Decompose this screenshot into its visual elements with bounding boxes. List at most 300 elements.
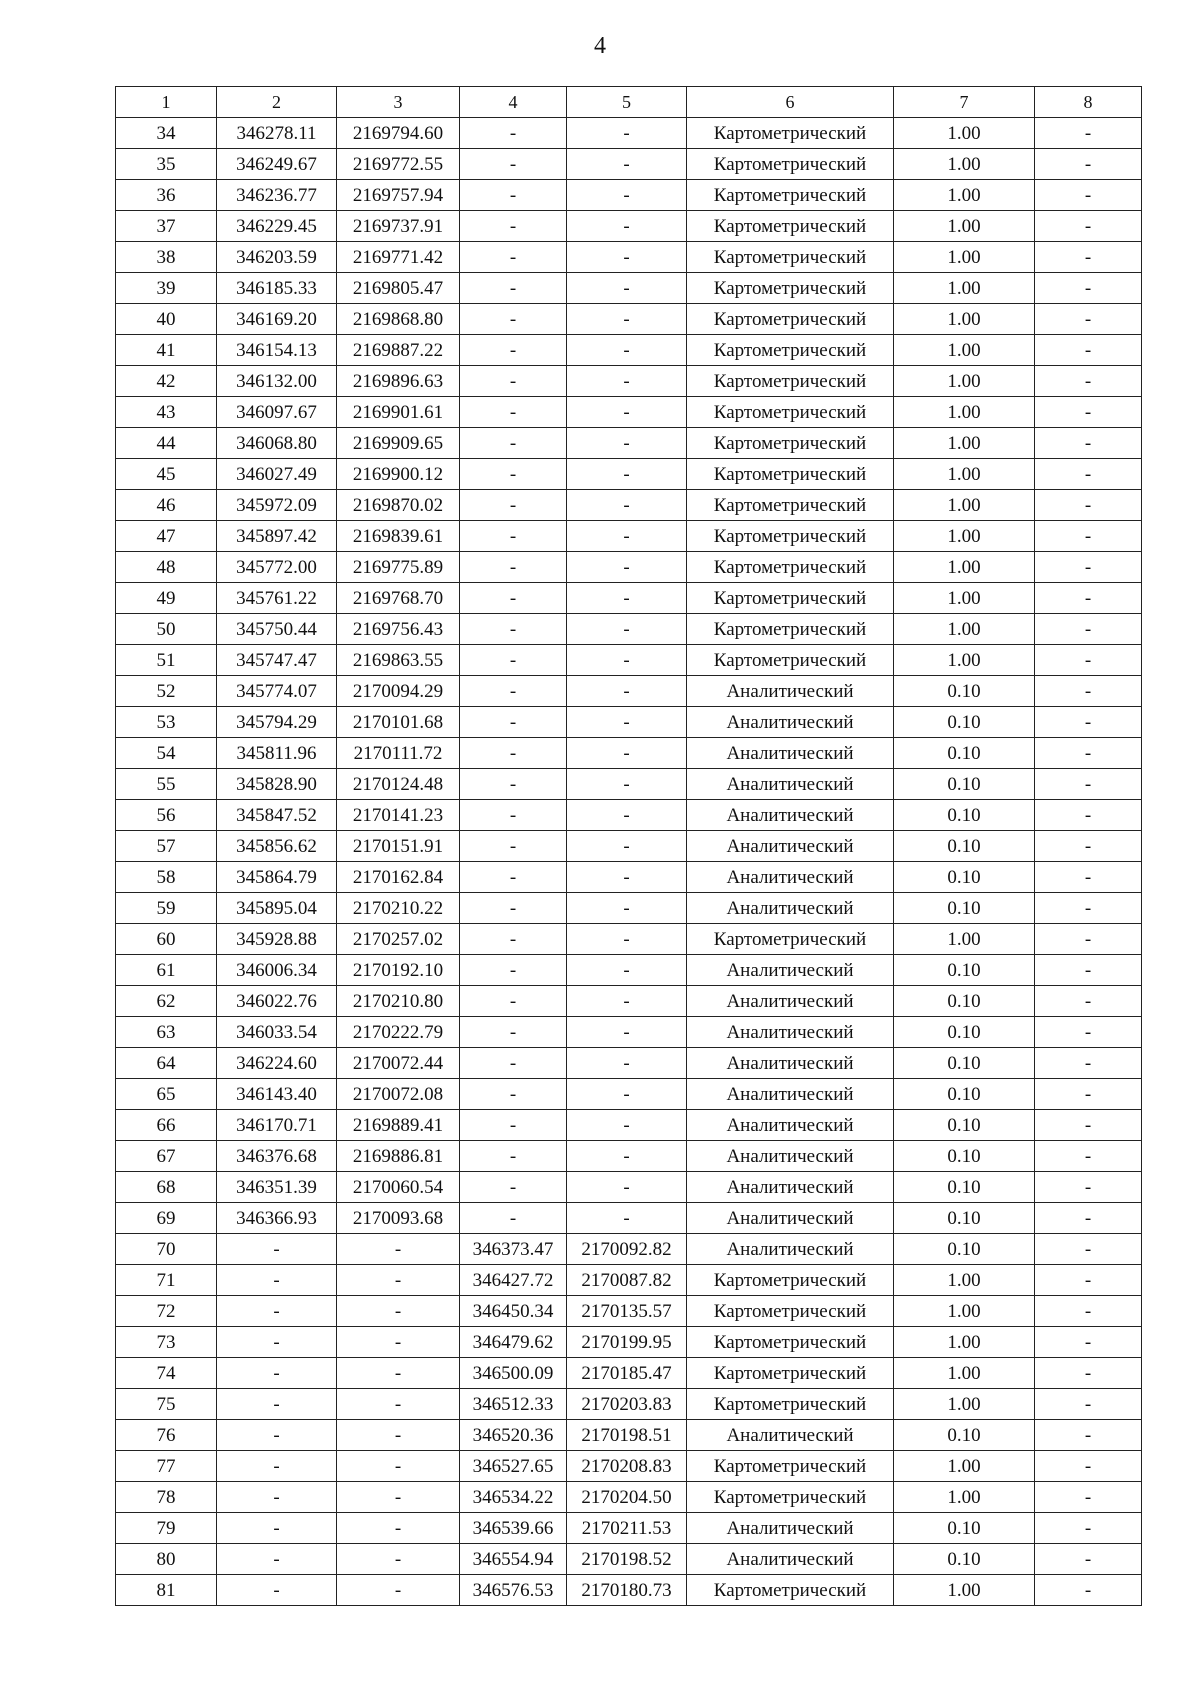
cell-method: Аналитический <box>687 1017 894 1048</box>
cell-old-x: 346224.60 <box>217 1048 337 1079</box>
cell-new-y: - <box>567 1203 687 1234</box>
cell-method: Аналитический <box>687 1420 894 1451</box>
cell-point-number: 55 <box>116 769 217 800</box>
cell-new-x: - <box>460 1048 567 1079</box>
cell-method: Картометрический <box>687 1389 894 1420</box>
cell-new-y: - <box>567 738 687 769</box>
cell-old-y: 2169839.61 <box>337 521 460 552</box>
cell-old-y: - <box>337 1327 460 1358</box>
cell-accuracy: 1.00 <box>894 645 1035 676</box>
cell-old-y: 2170072.08 <box>337 1079 460 1110</box>
cell-point-number: 54 <box>116 738 217 769</box>
cell-point-number: 75 <box>116 1389 217 1420</box>
cell-method: Картометрический <box>687 242 894 273</box>
cell-new-x: - <box>460 459 567 490</box>
cell-description: - <box>1035 1265 1142 1296</box>
cell-new-x: - <box>460 118 567 149</box>
column-header-old-x: 2 <box>217 87 337 118</box>
cell-point-number: 48 <box>116 552 217 583</box>
column-header-accuracy: 7 <box>894 87 1035 118</box>
cell-new-x: 346479.62 <box>460 1327 567 1358</box>
cell-old-y: 2170093.68 <box>337 1203 460 1234</box>
cell-point-number: 52 <box>116 676 217 707</box>
cell-point-number: 64 <box>116 1048 217 1079</box>
table-row <box>116 1482 1142 1513</box>
cell-new-y: - <box>567 1017 687 1048</box>
cell-accuracy: 0.10 <box>894 1017 1035 1048</box>
cell-old-x: - <box>217 1482 337 1513</box>
cell-new-y: - <box>567 1079 687 1110</box>
cell-accuracy: 1.00 <box>894 335 1035 366</box>
cell-new-y: - <box>567 521 687 552</box>
cell-old-x: 345847.52 <box>217 800 337 831</box>
cell-old-y: 2170162.84 <box>337 862 460 893</box>
cell-point-number: 38 <box>116 242 217 273</box>
cell-new-y: - <box>567 366 687 397</box>
table-row <box>116 459 1142 490</box>
cell-description: - <box>1035 180 1142 211</box>
cell-old-x: - <box>217 1451 337 1482</box>
cell-accuracy: 1.00 <box>894 521 1035 552</box>
cell-method: Картометрический <box>687 924 894 955</box>
cell-point-number: 41 <box>116 335 217 366</box>
cell-method: Аналитический <box>687 800 894 831</box>
cell-point-number: 78 <box>116 1482 217 1513</box>
cell-point-number: 79 <box>116 1513 217 1544</box>
cell-old-y: 2169772.55 <box>337 149 460 180</box>
table-row <box>116 1451 1142 1482</box>
cell-old-x: 346278.11 <box>217 118 337 149</box>
cell-old-x: 345774.07 <box>217 676 337 707</box>
table-row <box>116 1420 1142 1451</box>
cell-description: - <box>1035 707 1142 738</box>
table-row <box>116 924 1142 955</box>
cell-old-y: 2170210.80 <box>337 986 460 1017</box>
cell-description: - <box>1035 1203 1142 1234</box>
cell-description: - <box>1035 1327 1142 1358</box>
cell-description: - <box>1035 1389 1142 1420</box>
cell-accuracy: 1.00 <box>894 1482 1035 1513</box>
cell-description: - <box>1035 955 1142 986</box>
cell-old-x: 346203.59 <box>217 242 337 273</box>
cell-old-y: 2169901.61 <box>337 397 460 428</box>
cell-old-y: 2169887.22 <box>337 335 460 366</box>
table-row <box>116 955 1142 986</box>
cell-old-x: 346154.13 <box>217 335 337 366</box>
cell-new-y: - <box>567 180 687 211</box>
table-row <box>116 645 1142 676</box>
cell-method: Аналитический <box>687 893 894 924</box>
cell-old-x: 346068.80 <box>217 428 337 459</box>
cell-description: - <box>1035 738 1142 769</box>
cell-method: Аналитический <box>687 738 894 769</box>
cell-accuracy: 1.00 <box>894 180 1035 211</box>
cell-new-x: - <box>460 397 567 428</box>
cell-old-x: 345747.47 <box>217 645 337 676</box>
cell-new-x: - <box>460 552 567 583</box>
cell-new-x: - <box>460 366 567 397</box>
table-row <box>116 149 1142 180</box>
cell-point-number: 77 <box>116 1451 217 1482</box>
cell-old-x: - <box>217 1327 337 1358</box>
cell-new-x: - <box>460 428 567 459</box>
cell-description: - <box>1035 335 1142 366</box>
cell-old-x: 346170.71 <box>217 1110 337 1141</box>
cell-point-number: 35 <box>116 149 217 180</box>
cell-point-number: 80 <box>116 1544 217 1575</box>
cell-new-y: - <box>567 1048 687 1079</box>
cell-point-number: 59 <box>116 893 217 924</box>
cell-accuracy: 1.00 <box>894 242 1035 273</box>
cell-new-y: 2170087.82 <box>567 1265 687 1296</box>
cell-new-x: 346450.34 <box>460 1296 567 1327</box>
cell-old-x: 346033.54 <box>217 1017 337 1048</box>
cell-old-y: 2170210.22 <box>337 893 460 924</box>
cell-method: Картометрический <box>687 1358 894 1389</box>
cell-old-y: 2169886.81 <box>337 1141 460 1172</box>
cell-description: - <box>1035 1234 1142 1265</box>
cell-accuracy: 0.10 <box>894 1513 1035 1544</box>
cell-new-x: 346520.36 <box>460 1420 567 1451</box>
cell-old-y: 2169868.80 <box>337 304 460 335</box>
cell-method: Аналитический <box>687 769 894 800</box>
table-row <box>116 552 1142 583</box>
cell-accuracy: 1.00 <box>894 583 1035 614</box>
cell-method: Картометрический <box>687 366 894 397</box>
cell-accuracy: 0.10 <box>894 738 1035 769</box>
cell-new-y: - <box>567 800 687 831</box>
cell-new-x: - <box>460 614 567 645</box>
cell-new-y: - <box>567 583 687 614</box>
cell-new-y: - <box>567 645 687 676</box>
cell-description: - <box>1035 459 1142 490</box>
cell-accuracy: 1.00 <box>894 428 1035 459</box>
cell-new-y: - <box>567 831 687 862</box>
cell-point-number: 36 <box>116 180 217 211</box>
cell-accuracy: 1.00 <box>894 1575 1035 1606</box>
cell-new-x: - <box>460 955 567 986</box>
cell-point-number: 73 <box>116 1327 217 1358</box>
cell-method: Аналитический <box>687 955 894 986</box>
cell-old-y: - <box>337 1513 460 1544</box>
table-row <box>116 1544 1142 1575</box>
table-row <box>116 800 1142 831</box>
cell-old-x: 345897.42 <box>217 521 337 552</box>
cell-old-x: 346132.00 <box>217 366 337 397</box>
cell-new-y: 2170198.51 <box>567 1420 687 1451</box>
cell-point-number: 63 <box>116 1017 217 1048</box>
cell-accuracy: 1.00 <box>894 459 1035 490</box>
table-row <box>116 1203 1142 1234</box>
cell-point-number: 51 <box>116 645 217 676</box>
cell-description: - <box>1035 1513 1142 1544</box>
cell-point-number: 46 <box>116 490 217 521</box>
column-header-new-y: 5 <box>567 87 687 118</box>
cell-old-y: 2169775.89 <box>337 552 460 583</box>
cell-description: - <box>1035 149 1142 180</box>
cell-new-x: 346576.53 <box>460 1575 567 1606</box>
cell-description: - <box>1035 552 1142 583</box>
cell-method: Аналитический <box>687 1234 894 1265</box>
table-row <box>116 211 1142 242</box>
cell-new-y: - <box>567 490 687 521</box>
cell-old-x: 345864.79 <box>217 862 337 893</box>
cell-old-y: 2169805.47 <box>337 273 460 304</box>
cell-accuracy: 0.10 <box>894 1048 1035 1079</box>
cell-old-x: 346351.39 <box>217 1172 337 1203</box>
table-row <box>116 1389 1142 1420</box>
cell-accuracy: 0.10 <box>894 707 1035 738</box>
table-row <box>116 1327 1142 1358</box>
cell-description: - <box>1035 645 1142 676</box>
cell-point-number: 70 <box>116 1234 217 1265</box>
cell-new-x: - <box>460 242 567 273</box>
cell-method: Аналитический <box>687 1203 894 1234</box>
cell-accuracy: 0.10 <box>894 831 1035 862</box>
cell-description: - <box>1035 800 1142 831</box>
cell-point-number: 34 <box>116 118 217 149</box>
cell-method: Картометрический <box>687 149 894 180</box>
cell-point-number: 49 <box>116 583 217 614</box>
cell-description: - <box>1035 304 1142 335</box>
cell-old-y: 2170222.79 <box>337 1017 460 1048</box>
cell-method: Аналитический <box>687 1513 894 1544</box>
cell-description: - <box>1035 521 1142 552</box>
cell-accuracy: 0.10 <box>894 1234 1035 1265</box>
cell-description: - <box>1035 1048 1142 1079</box>
cell-new-x: - <box>460 707 567 738</box>
cell-point-number: 39 <box>116 273 217 304</box>
cell-description: - <box>1035 1358 1142 1389</box>
cell-new-x: - <box>460 1079 567 1110</box>
cell-point-number: 45 <box>116 459 217 490</box>
cell-accuracy: 0.10 <box>894 862 1035 893</box>
cell-old-x: 346185.33 <box>217 273 337 304</box>
cell-method: Аналитический <box>687 862 894 893</box>
cell-accuracy: 1.00 <box>894 1451 1035 1482</box>
cell-old-x: 345772.00 <box>217 552 337 583</box>
table-row <box>116 1575 1142 1606</box>
cell-new-y: 2170092.82 <box>567 1234 687 1265</box>
cell-description: - <box>1035 118 1142 149</box>
cell-old-x: 345761.22 <box>217 583 337 614</box>
cell-new-y: - <box>567 335 687 366</box>
cell-accuracy: 1.00 <box>894 273 1035 304</box>
table-row <box>116 180 1142 211</box>
cell-accuracy: 0.10 <box>894 986 1035 1017</box>
cell-accuracy: 0.10 <box>894 1420 1035 1451</box>
table-row <box>116 335 1142 366</box>
cell-description: - <box>1035 490 1142 521</box>
cell-description: - <box>1035 1575 1142 1606</box>
cell-new-y: - <box>567 614 687 645</box>
cell-accuracy: 1.00 <box>894 211 1035 242</box>
column-header-new-x: 4 <box>460 87 567 118</box>
cell-method: Картометрический <box>687 583 894 614</box>
cell-accuracy: 1.00 <box>894 149 1035 180</box>
cell-old-x: - <box>217 1575 337 1606</box>
cell-description: - <box>1035 1079 1142 1110</box>
cell-method: Картометрический <box>687 645 894 676</box>
cell-new-x: 346527.65 <box>460 1451 567 1482</box>
cell-method: Картометрический <box>687 552 894 583</box>
cell-point-number: 40 <box>116 304 217 335</box>
cell-new-x: - <box>460 986 567 1017</box>
cell-accuracy: 0.10 <box>894 1079 1035 1110</box>
cell-new-x: - <box>460 583 567 614</box>
cell-new-x: - <box>460 862 567 893</box>
table-row <box>116 1141 1142 1172</box>
cell-accuracy: 1.00 <box>894 366 1035 397</box>
cell-old-x: 345750.44 <box>217 614 337 645</box>
cell-new-x: - <box>460 676 567 707</box>
cell-new-x: - <box>460 521 567 552</box>
cell-description: - <box>1035 366 1142 397</box>
cell-old-y: 2170192.10 <box>337 955 460 986</box>
column-header-point-number: 1 <box>116 87 217 118</box>
cell-point-number: 61 <box>116 955 217 986</box>
cell-accuracy: 0.10 <box>894 676 1035 707</box>
cell-new-x: - <box>460 924 567 955</box>
cell-new-x: - <box>460 738 567 769</box>
cell-point-number: 60 <box>116 924 217 955</box>
cell-accuracy: 0.10 <box>894 800 1035 831</box>
cell-old-y: - <box>337 1358 460 1389</box>
cell-description: - <box>1035 211 1142 242</box>
cell-method: Картометрический <box>687 397 894 428</box>
cell-new-y: 2170211.53 <box>567 1513 687 1544</box>
cell-accuracy: 0.10 <box>894 1141 1035 1172</box>
cell-new-x: - <box>460 1203 567 1234</box>
table-row <box>116 273 1142 304</box>
cell-description: - <box>1035 1141 1142 1172</box>
cell-point-number: 47 <box>116 521 217 552</box>
cell-new-y: - <box>567 893 687 924</box>
cell-accuracy: 0.10 <box>894 1203 1035 1234</box>
cell-old-y: - <box>337 1389 460 1420</box>
cell-method: Аналитический <box>687 1141 894 1172</box>
table-row <box>116 521 1142 552</box>
cell-old-x: - <box>217 1234 337 1265</box>
cell-old-x: - <box>217 1296 337 1327</box>
cell-old-y: 2169863.55 <box>337 645 460 676</box>
cell-old-y: 2170060.54 <box>337 1172 460 1203</box>
cell-new-y: - <box>567 1110 687 1141</box>
cell-method: Картометрический <box>687 211 894 242</box>
cell-point-number: 74 <box>116 1358 217 1389</box>
cell-old-x: 345794.29 <box>217 707 337 738</box>
cell-method: Картометрический <box>687 1327 894 1358</box>
cell-point-number: 57 <box>116 831 217 862</box>
cell-description: - <box>1035 242 1142 273</box>
cell-old-x: 345972.09 <box>217 490 337 521</box>
cell-old-y: 2169737.91 <box>337 211 460 242</box>
cell-old-y: - <box>337 1544 460 1575</box>
cell-accuracy: 1.00 <box>894 1265 1035 1296</box>
cell-method: Аналитический <box>687 676 894 707</box>
cell-new-x: 346373.47 <box>460 1234 567 1265</box>
cell-new-y: 2170208.83 <box>567 1451 687 1482</box>
cell-accuracy: 0.10 <box>894 893 1035 924</box>
cell-description: - <box>1035 769 1142 800</box>
cell-old-y: - <box>337 1482 460 1513</box>
cell-method: Картометрический <box>687 459 894 490</box>
cell-description: - <box>1035 1172 1142 1203</box>
cell-method: Картометрический <box>687 304 894 335</box>
cell-new-y: - <box>567 552 687 583</box>
cell-old-x: 345828.90 <box>217 769 337 800</box>
table-row <box>116 428 1142 459</box>
cell-method: Аналитический <box>687 831 894 862</box>
cell-old-y: 2169896.63 <box>337 366 460 397</box>
cell-old-x: - <box>217 1544 337 1575</box>
cell-description: - <box>1035 676 1142 707</box>
cell-new-y: - <box>567 769 687 800</box>
cell-new-x: 346427.72 <box>460 1265 567 1296</box>
cell-accuracy: 1.00 <box>894 1327 1035 1358</box>
cell-description: - <box>1035 1017 1142 1048</box>
cell-accuracy: 1.00 <box>894 304 1035 335</box>
cell-old-x: 346236.77 <box>217 180 337 211</box>
cell-accuracy: 0.10 <box>894 955 1035 986</box>
cell-old-x: - <box>217 1420 337 1451</box>
cell-new-x: - <box>460 1141 567 1172</box>
table-row <box>116 707 1142 738</box>
cell-description: - <box>1035 1110 1142 1141</box>
table-row <box>116 1048 1142 1079</box>
cell-new-y: - <box>567 211 687 242</box>
cell-point-number: 68 <box>116 1172 217 1203</box>
cell-point-number: 65 <box>116 1079 217 1110</box>
cell-point-number: 67 <box>116 1141 217 1172</box>
cell-description: - <box>1035 1296 1142 1327</box>
cell-point-number: 72 <box>116 1296 217 1327</box>
cell-new-y: - <box>567 397 687 428</box>
cell-accuracy: 1.00 <box>894 1389 1035 1420</box>
cell-new-x: - <box>460 800 567 831</box>
cell-point-number: 44 <box>116 428 217 459</box>
cell-description: - <box>1035 583 1142 614</box>
cell-method: Картометрический <box>687 614 894 645</box>
cell-method: Картометрический <box>687 490 894 521</box>
table-row <box>116 242 1142 273</box>
cell-old-y: 2169757.94 <box>337 180 460 211</box>
cell-old-x: 346006.34 <box>217 955 337 986</box>
cell-new-x: - <box>460 1017 567 1048</box>
cell-method: Картометрический <box>687 1482 894 1513</box>
cell-accuracy: 1.00 <box>894 490 1035 521</box>
table-row <box>116 397 1142 428</box>
cell-method: Картометрический <box>687 1265 894 1296</box>
cell-old-y: 2169870.02 <box>337 490 460 521</box>
cell-new-x: - <box>460 831 567 862</box>
cell-new-y: - <box>567 676 687 707</box>
cell-old-x: 346376.68 <box>217 1141 337 1172</box>
cell-new-y: - <box>567 304 687 335</box>
cell-new-x: - <box>460 645 567 676</box>
cell-new-y: 2170204.50 <box>567 1482 687 1513</box>
column-header-method: 6 <box>687 87 894 118</box>
cell-old-x: - <box>217 1265 337 1296</box>
cell-method: Аналитический <box>687 1110 894 1141</box>
cell-method: Аналитический <box>687 986 894 1017</box>
cell-old-y: - <box>337 1451 460 1482</box>
cell-description: - <box>1035 1420 1142 1451</box>
cell-method: Картометрический <box>687 273 894 304</box>
cell-old-y: 2170257.02 <box>337 924 460 955</box>
cell-old-y: - <box>337 1234 460 1265</box>
cell-new-y: - <box>567 242 687 273</box>
